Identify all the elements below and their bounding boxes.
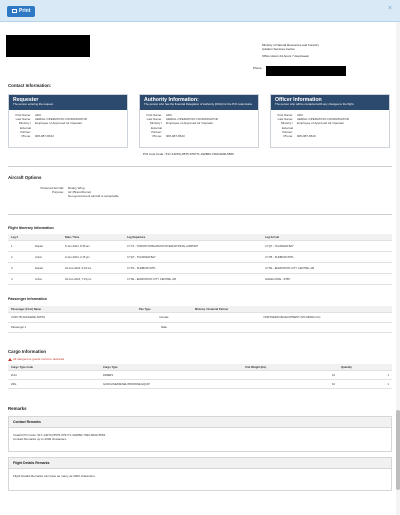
passenger-header-row: Passenger (First) Name Pax Type Ministry / External Partner (8, 306, 392, 313)
close-icon[interactable]: × (387, 5, 392, 12)
passenger-table (8, 306, 392, 333)
officer-phone-row: Phone: 905-987-6543 (283, 134, 316, 139)
officer-card-header (271, 95, 389, 110)
requester-ministry-row: Ministry / External Partner: Employee of Approved Air Operator (19, 121, 83, 134)
officer-subtitle: The person who will be contacted with any changes to the flight. (275, 102, 355, 106)
requester-first-name-row: First Name: ADC (15, 113, 42, 117)
requester-phone-row: Phone: 905-987-6543 (21, 134, 54, 139)
authority-subtitle: The person who has the financial Delegation of Authority (DOA) for the P/O code below. (144, 102, 253, 106)
table-row: 4 Arrive 26-Jun-2024, 7:15 pm CYXE - EDMONTON CITY CENTRE, AB HAVELOCKE - 5788 (8, 274, 392, 285)
itinerary-title: Flight Itinerary Information (8, 226, 54, 230)
aircraft-options-title: Aircraft Options (8, 175, 42, 180)
requester-card (8, 94, 128, 148)
printer-icon (12, 9, 17, 13)
officer-ministry-row: Ministry / External Partner: Employee of Approved Air Operator (281, 121, 345, 134)
requester-subtitle: The person entering the request. (13, 102, 54, 106)
divider (8, 166, 392, 167)
itinerary-header-row: Leg # Date / Time Leg Departure Leg Arrival (8, 234, 392, 241)
cargo-title: Cargo Information (8, 349, 47, 354)
authority-card (139, 94, 259, 148)
contact-info-title: Contact Information: (8, 83, 52, 88)
ministry-line-2: Aviation Services Centre (262, 46, 295, 51)
aircraft-options (30, 186, 230, 199)
contact-remarks-line-1: Invalid P/O Code: 517-14070) 8575-979771-342860-7390-9000-5556 (13, 433, 106, 437)
top-toolbar (0, 0, 400, 22)
print-button[interactable] (7, 6, 35, 17)
requester-card-header (9, 95, 127, 110)
authority-phone-row: Phone: 905-987-6543 (152, 134, 185, 139)
contact-remarks-body (9, 428, 391, 444)
redacted-logo (6, 35, 90, 57)
ministry-line-1: Ministry of Natural Resources and Forestry (262, 43, 320, 47)
authority-ministry-row: Ministry / External Partner: Employee of Approved Air Operator (150, 121, 214, 134)
preferred-aircraft-row: Preferred Aircraft: Rotary Wing (40, 186, 85, 190)
dangerous-goods-warning: All dangerous goods must be declared. (8, 357, 65, 361)
scrollbar-thumb[interactable] (396, 410, 400, 490)
contact-remarks-line-2: Contact Remarks up to 2000 characters. (13, 437, 67, 442)
itinerary-table (8, 234, 392, 285)
requester-last-name-row: Last Name: AERIAL OPERATION COORDINATOR (15, 117, 87, 122)
phone-label: Phone (253, 66, 262, 70)
print-label: Print (19, 8, 31, 14)
redacted-phone (266, 66, 346, 76)
authority-first-name-row: First Name: ADC (146, 113, 173, 117)
flight-remarks-body: Flight Details Remarks can have as many as 2000 characters. (13, 474, 96, 478)
officer-card (270, 94, 390, 148)
table-row: 2 Arrive 9-Jun-2024, 2:15 pm CYQT - THUNDER BAY CYYB - SUDBURY/MTL (8, 252, 392, 263)
officer-title: Officer Information (275, 97, 322, 103)
contact-remarks-header: Contact Remarks (9, 417, 391, 428)
divider (8, 214, 392, 215)
passenger-title: Passenger Information (8, 297, 47, 301)
ministry-info (262, 44, 392, 59)
cargo-table (8, 364, 392, 389)
contact-remarks-box (8, 416, 392, 452)
requester-title: Requester (13, 97, 39, 103)
flight-remarks-header: Flight Details Remarks (9, 458, 391, 469)
table-row: ZZG GASOLINE/DIESEL/PROPANE EQUIP 10 1 (8, 380, 392, 389)
purpose-row: Purpose: Air (Bravo/Demo) (51, 190, 92, 195)
table-row: 3 Depart 22-Jun-2024, 9:15 am CYXS - SUDBURY/MTL CYXE - EDMONTON CITY CENTRE, AB (8, 263, 392, 274)
table-row: ZUH DRIERS 10 1 (8, 371, 392, 380)
authority-card-header (140, 95, 258, 110)
officer-first-name-row: First Name: ADC (277, 113, 304, 117)
office-hours: Office Hours 24-hours 7 days/week (262, 53, 309, 58)
officer-last-name-row: Last Name: AERIAL OPERATION COORDINATOR (277, 117, 349, 122)
authority-title: Authority Information: (144, 97, 199, 103)
warning-icon (8, 358, 12, 361)
flight-remarks-box (8, 457, 392, 491)
cargo-header-row: Cargo Type Code Cargo Type Unit Weight (lbs) Quantity (8, 364, 392, 371)
table-row: Passenger 1 Male (8, 323, 392, 333)
aircraft-note-row: Non-government aircraft is acceptable (68, 194, 119, 199)
po-cost-code: P/O Cost Code : 517-14070)-8575-979771-342860-7390-9000-5556 (143, 152, 234, 156)
authority-last-name-row: Last Name: AERIAL OPERATION COORDINATOR (146, 117, 218, 122)
table-row: 1 Depart 5-Jun-2024, 8:45 am CYYZ - TORONTO/PEARSON INTERNATIONAL AIRPORT CYQT - THUNDER BAY (8, 241, 392, 252)
remarks-title: Remarks (8, 406, 27, 411)
table-row: CODY BLANCHERE-SMITH Female NORTHERN DEVELOPMENT (NO-MINES GC) (8, 313, 392, 323)
